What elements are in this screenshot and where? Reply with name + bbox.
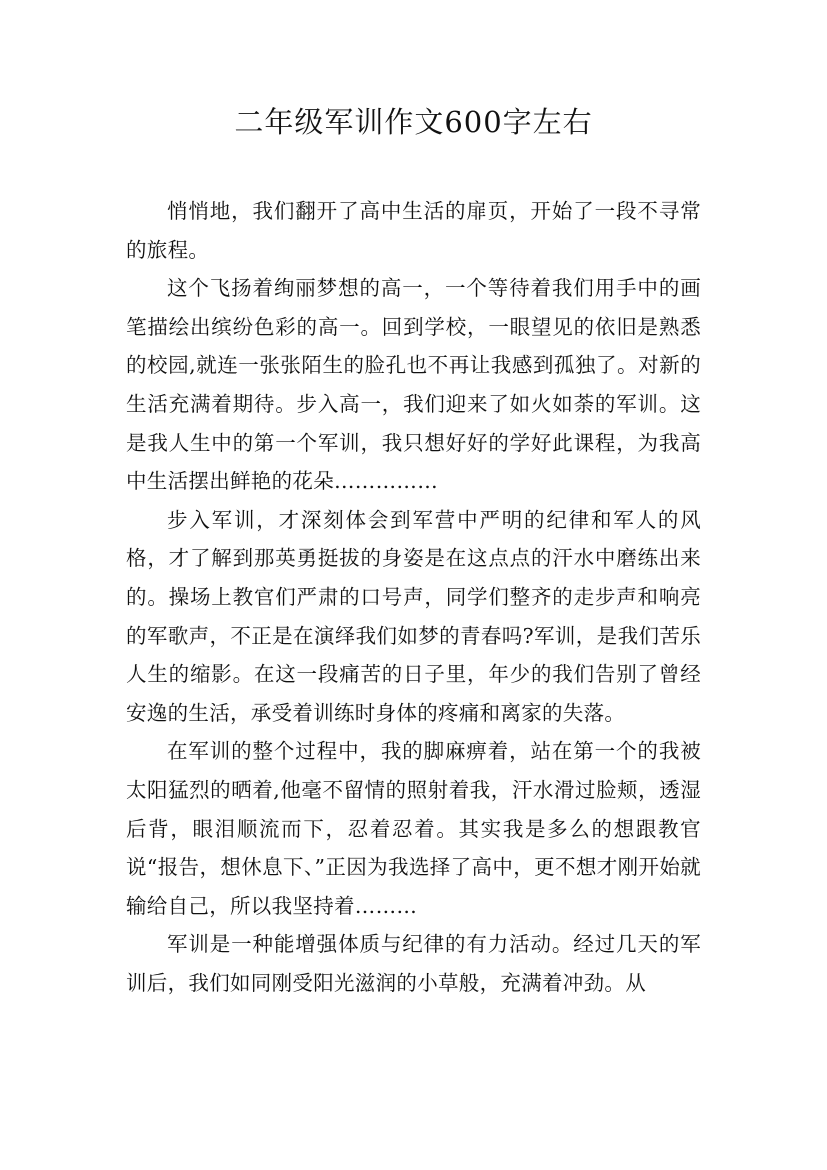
paragraph: 这个飞扬着绚丽梦想的高一，一个等待着我们用手中的画笔描绘出缤纷色彩的高一。回到学校，一眼望见的依旧是熟悉的校园,就连一张张陌生的脸孔也不再让我感到孤独了。对新的生活充满着期待。步入高一，我们迎来了如火如荼的军训。这是我人生中的第一个军训，我只想好好的学好此课程，为我高中生活摆出鲜艳的花朵……………: [126, 276, 701, 494]
paragraph: 步入军训，才深刻体会到军营中严明的纪律和军人的风格，才了解到那英勇挺拔的身姿是在这点点的汗水中磨练出来的。操场上教官们严肃的口号声，同学们整齐的走步声和响亮的军歌声，不正是在演绎我们如梦的青春吗?军训，是我们苦乐人生的缩影。在这一段痛苦的日子里，年少的我们告别了曾经安逸的生活，承受着训练时身体的疼痛和离家的失落。: [126, 507, 701, 725]
paragraph: 军训是一种能增强体质与纪律的有力活动。经过几天的军训后，我们如同刚受阳光滋润的小草般，充满着冲劲。从: [126, 932, 701, 995]
essay-body: [126, 192, 701, 1002]
paragraph: 悄悄地，我们翻开了高中生活的扉页，开始了一段不寻常的旅程。: [126, 199, 701, 262]
page-title: 二年级军训作文600字左右: [234, 105, 593, 139]
paragraph: 在军训的整个过程中，我的脚麻痹着，站在第一个的我被太阳猛烈的晒着,他毫不留情的照射着我，汗水滑过脸颊，透湿后背，眼泪顺流而下，忍着忍着。其实我是多么的想跟教官说“报告，想休息下、”正因为我选择了高中，更不想才刚开始就输给自己，所以我坚持着………: [126, 739, 701, 918]
